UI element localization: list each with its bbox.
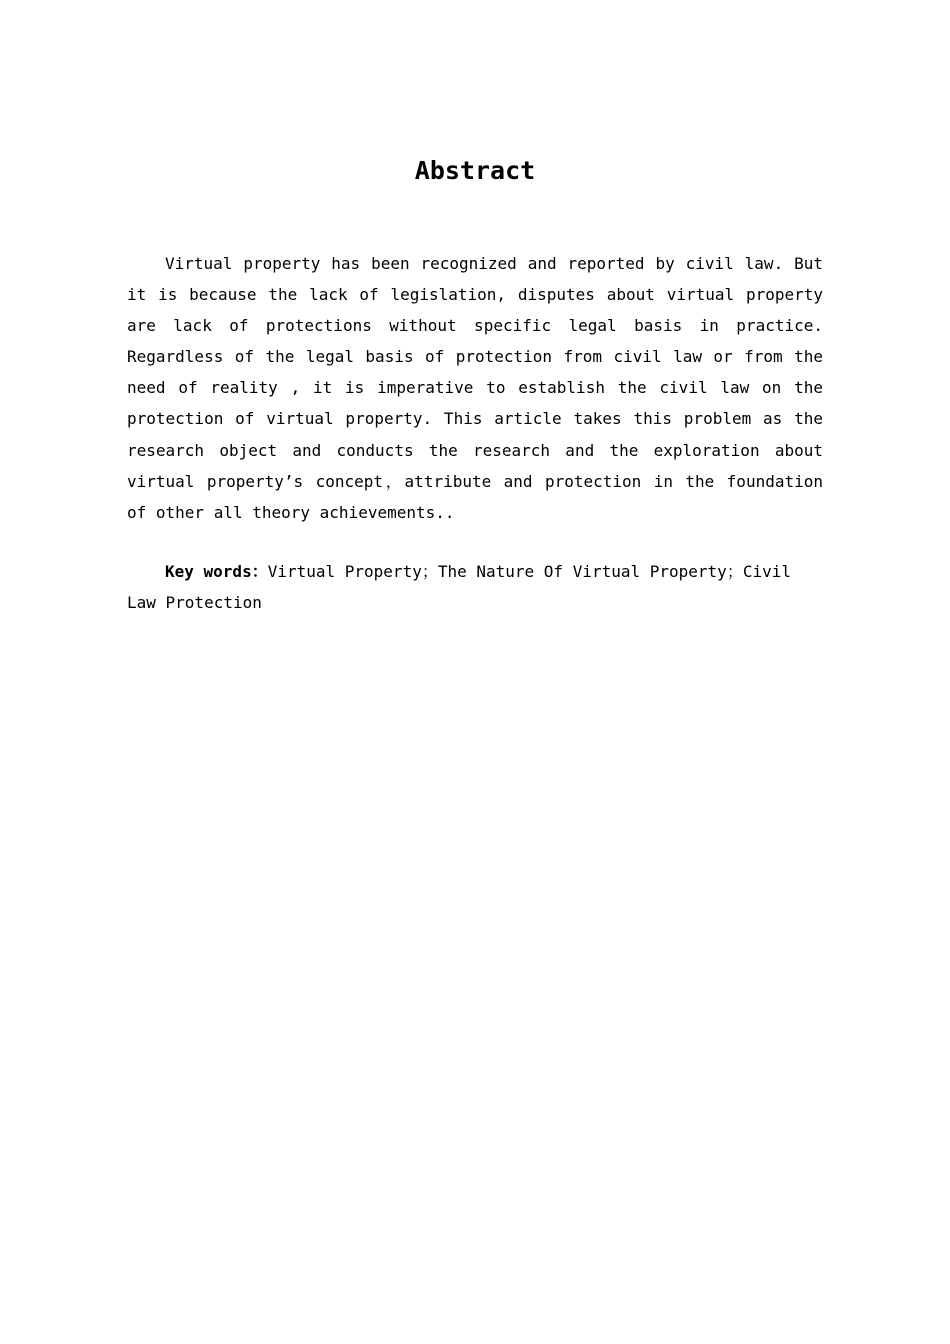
keywords-label: Key words： [165,562,268,581]
abstract-paragraph: Virtual property has been recognized and reported by civil law. But it is because the lack of legislation, disputes about virtual property are lack of protections without specific legal basis in practice. Regardless of the legal basis of protection from civil law or from the need of reality , it is imperative to establish the civil law on the protection of virtual property. This article takes this problem as the research object and conducts the research and the exploration about virtual property’s concept，attribute and protection in the foundation of other all theory achievements.. [127,254,823,522]
keywords-line [127,556,823,618]
keywords-text: Virtual Property；The Nature Of Virtual Property；Civil Law Protection [127,562,791,612]
page-title: Abstract [414,156,536,185]
